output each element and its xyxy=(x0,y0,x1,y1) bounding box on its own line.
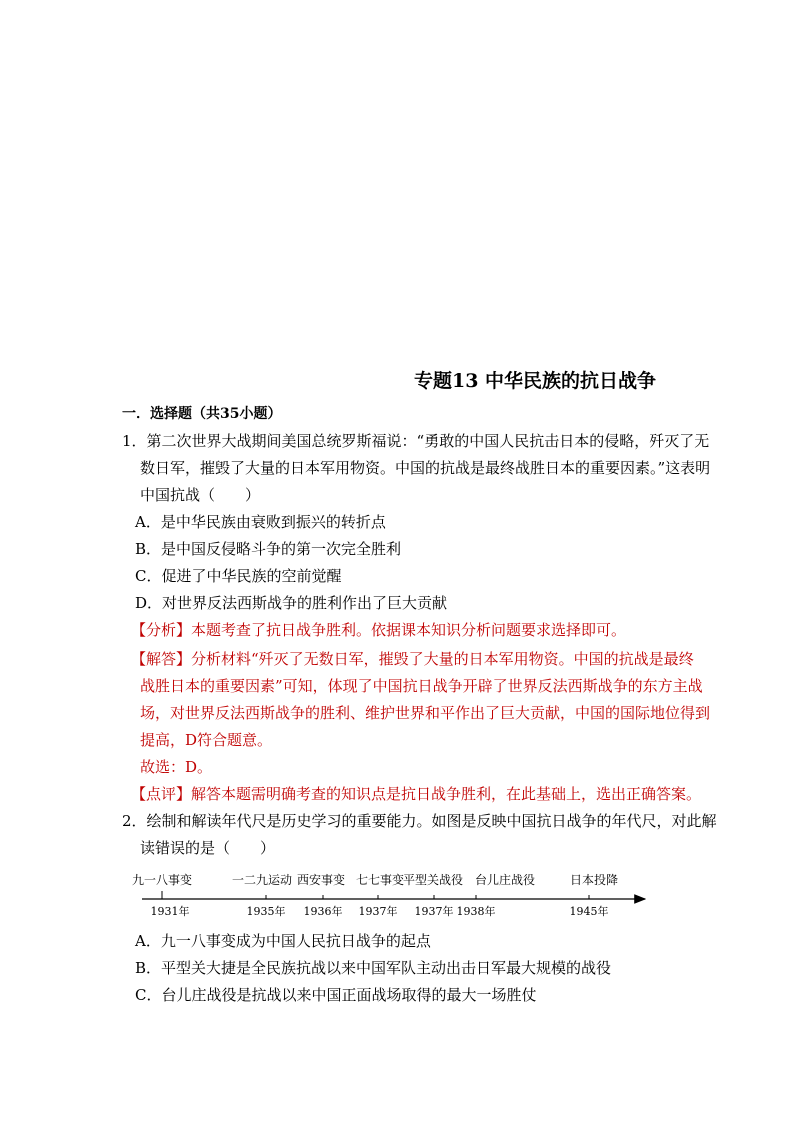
comment-text: 解答本题需明确考查的知识点是抗日战争胜利，在此基础上，选出正确答案。 xyxy=(191,785,702,803)
q1-analysis xyxy=(131,620,626,640)
q1-option-d: D．对世界反法西斯战争的胜利作出了巨大贡献 xyxy=(135,594,448,612)
q1-option-a: A．是中华民族由衰败到振兴的转折点 xyxy=(135,513,386,531)
section-heading: 一．选择题（共35小题） xyxy=(122,406,282,422)
timeline-year-label: 1938年 xyxy=(456,905,496,918)
timeline-event-label: 九一八事变 xyxy=(131,873,193,887)
answer-text-line: 战胜日本的重要因素”可知，体现了中国抗日战争开辟了世界反法西斯战争的东方主战 xyxy=(140,677,703,695)
timeline-event-label: 一二九运动 xyxy=(231,873,293,887)
q1-option-c: C．促进了中华民族的空前觉醒 xyxy=(135,567,342,585)
q2-option-a: A．九一八事变成为中国人民抗日战争的起点 xyxy=(135,932,431,950)
timeline-year-label: 1937年 xyxy=(358,905,398,918)
timeline-year-label: 1945年 xyxy=(569,905,609,918)
answer-text-line: 场，对世界反法西斯战争的胜利、维护世界和平作出了巨大贡献，中国的国际地位得到 xyxy=(140,704,711,722)
timeline-year-label: 1931年 xyxy=(150,905,190,918)
q2-option-c: C．台儿庄战役是抗战以来中国正面战场取得的最大一场胜仗 xyxy=(135,986,537,1004)
answer-text-line: 分析材料“歼灭了无数日军，摧毁了大量的日本军用物资。中国的抗战是最终 xyxy=(191,650,694,668)
q2-stem-line: 读错误的是（ ） xyxy=(140,839,276,857)
q2-option-b: B．平型关大捷是全民族抗战以来中国军队主动出击日军最大规模的战役 xyxy=(135,959,612,977)
analysis-text: 本题考查了抗日战争胜利。依据课本知识分析问题要求选择即可。 xyxy=(191,621,627,639)
answer-tag: 【解答】 xyxy=(131,650,192,668)
timeline-year-label: 1937年 xyxy=(414,905,454,918)
q1-option-b: B．是中国反侵略斗争的第一次完全胜利 xyxy=(135,540,402,558)
timeline-event-label: 平型关战役 xyxy=(402,873,464,887)
q2-stem-line: 2．绘制和解读年代尺是历史学习的重要能力。如图是反映中国抗日战争的年代尺，对此解 xyxy=(122,812,717,830)
timeline-event-label: 七七事变 xyxy=(355,873,405,887)
answer-text-line: 提高，D符合题意。 xyxy=(140,731,273,749)
comment-tag: 【点评】 xyxy=(131,785,192,803)
analysis-tag: 【分析】 xyxy=(131,621,192,639)
timeline-event-label: 西安事变 xyxy=(296,873,346,887)
timeline-event-label: 日本投降 xyxy=(569,873,619,887)
page-title: 专题13 中华民族的抗日战争 xyxy=(414,370,657,392)
timeline-year-label: 1936年 xyxy=(303,905,343,918)
q1-stem-line: 中国抗战（ ） xyxy=(140,486,261,504)
timeline-event-label: 台儿庄战役 xyxy=(474,873,536,887)
q1-choice: 故选：D。 xyxy=(140,758,213,776)
q1-stem-line: 数日军，摧毁了大量的日本军用物资。中国的抗战是最终战胜日本的重要因素。”这表明 xyxy=(140,459,711,477)
q1-stem-line: 1．第二次世界大战期间美国总统罗斯福说：“勇敢的中国人民抗击日本的侵略，歼灭了无 xyxy=(122,432,710,450)
timeline-figure xyxy=(131,868,660,920)
q1-comment xyxy=(131,784,701,804)
q1-answer xyxy=(131,649,694,669)
timeline-year-label: 1935年 xyxy=(246,905,286,918)
